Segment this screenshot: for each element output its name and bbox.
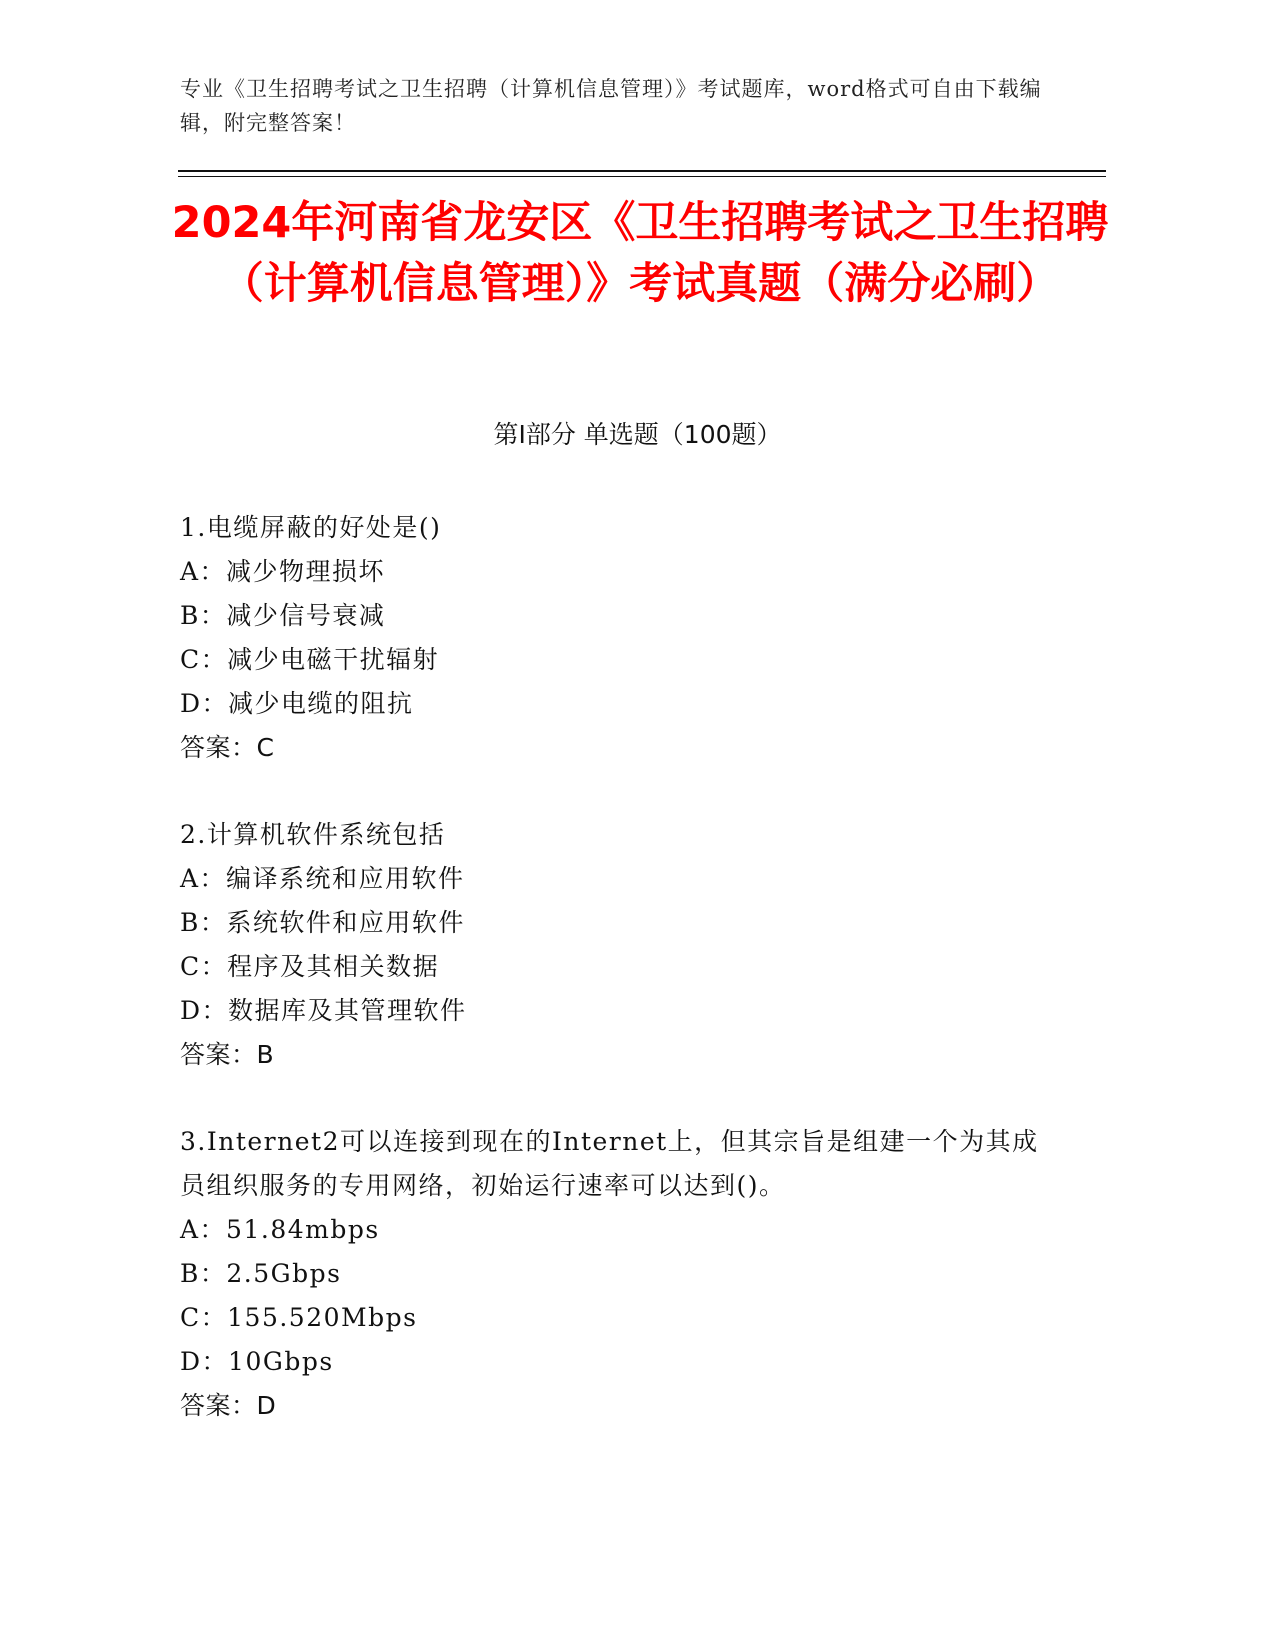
answer-line: 答案：C xyxy=(180,733,275,762)
header-divider-thin xyxy=(178,176,1106,177)
option-c: C：155.520Mbps xyxy=(180,1303,418,1332)
option-b: B：减少信号衰减 xyxy=(180,601,386,630)
answer-line: 答案：B xyxy=(180,1040,275,1069)
option-a: A：51.84mbps xyxy=(180,1215,380,1244)
option-c: C：减少电磁干扰辐射 xyxy=(180,645,440,674)
question-3 xyxy=(180,1120,1080,1428)
question-stem: 2.计算机软件系统包括 xyxy=(180,820,446,849)
question-1 xyxy=(180,506,1080,770)
option-d: D：10Gbps xyxy=(180,1347,334,1376)
document-title: 2024年河南省龙安区《卫生招聘考试之卫生招聘（计算机信息管理）》考试真题（满分必刷） xyxy=(171,198,1109,309)
option-d: D：数据库及其管理软件 xyxy=(180,996,467,1025)
header-note: 专业《卫生招聘考试之卫生招聘（计算机信息管理）》考试题库，word格式可自由下载编辑，附完整答案！ xyxy=(180,77,1042,135)
option-a: A：减少物理损坏 xyxy=(180,557,386,586)
question-stem: 3.Internet2可以连接到现在的Internet上，但其宗旨是组建一个为其成员组织服务的专用网络，初始运行速率可以达到()。 xyxy=(180,1127,1039,1200)
header-divider-thick xyxy=(178,170,1106,172)
section-title: 第Ⅰ部分 单选题（100题） xyxy=(493,420,782,449)
question-list xyxy=(180,506,1080,1471)
answer-line: 答案：D xyxy=(180,1391,277,1420)
option-b: B：系统软件和应用软件 xyxy=(180,908,465,937)
question-2 xyxy=(180,813,1080,1077)
option-c: C：程序及其相关数据 xyxy=(180,952,440,981)
option-d: D：减少电缆的阻抗 xyxy=(180,689,414,718)
option-b: B：2.5Gbps xyxy=(180,1259,342,1288)
option-a: A：编译系统和应用软件 xyxy=(180,864,465,893)
question-stem: 1.电缆屏蔽的好处是() xyxy=(180,513,442,542)
